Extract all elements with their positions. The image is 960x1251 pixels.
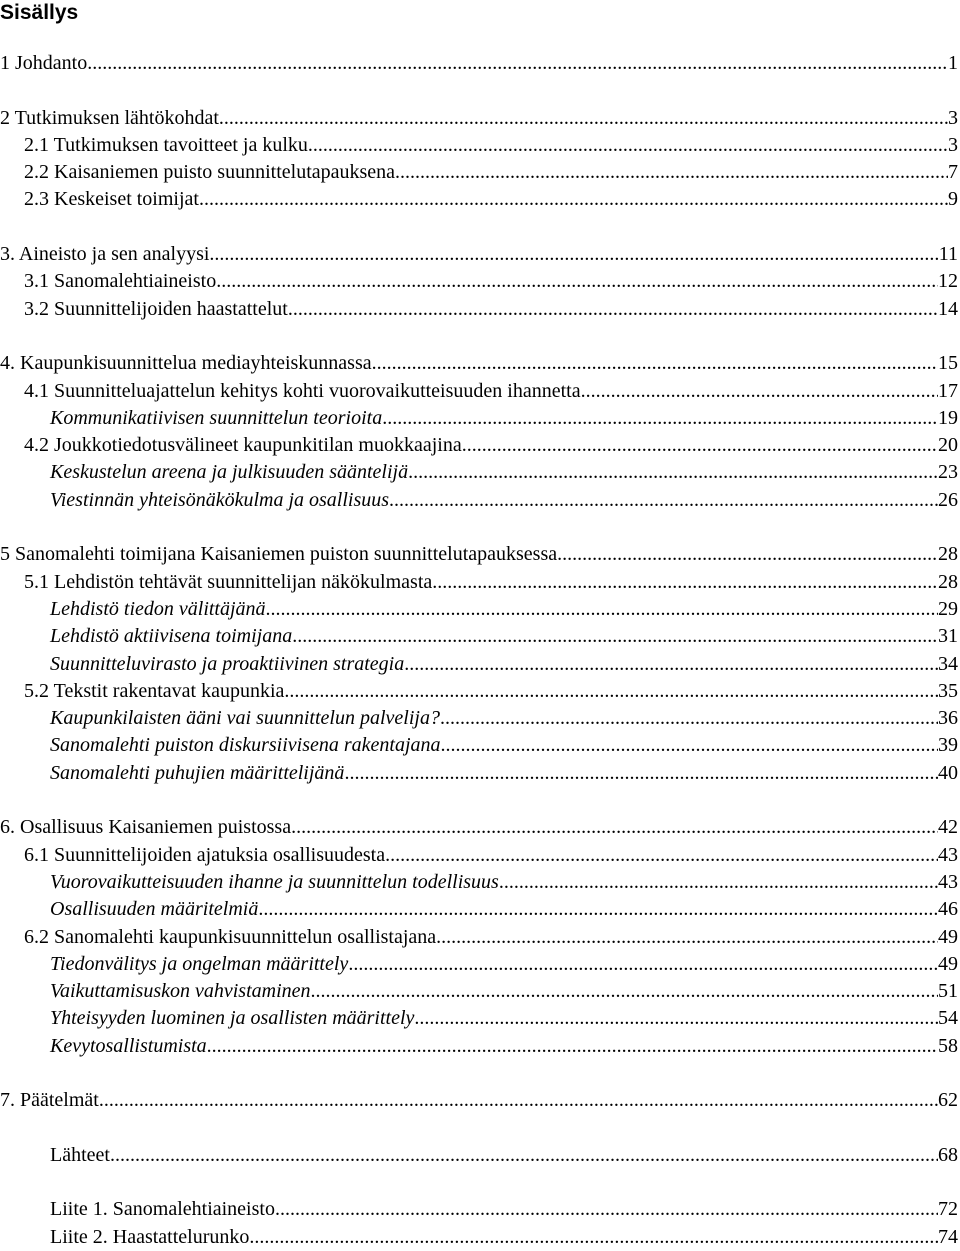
dot-leader: [99, 1087, 938, 1114]
toc-entry-title: 1 Johdanto: [0, 52, 88, 74]
toc-entry-page-number: 23: [938, 461, 958, 484]
toc-entry-page-number: 46: [938, 898, 958, 921]
toc-entry-page-number: 40: [938, 761, 958, 784]
toc-entry-page-number: 54: [938, 1007, 958, 1030]
table-of-contents: [0, 50, 958, 1251]
toc-entry-title: Tiedonvälitys ja ongelman määrittely: [50, 952, 349, 975]
toc-entry-title: 5.2 Tekstit rakentavat kaupunkia: [24, 679, 285, 702]
toc-entry[interactable]: [0, 760, 958, 787]
toc-entry-page-number: 68: [938, 1143, 958, 1166]
toc-entry-page-number: 12: [938, 270, 958, 293]
dot-leader: [581, 378, 938, 405]
dot-leader: [404, 651, 938, 678]
toc-entry-page-number: 28: [938, 543, 958, 566]
toc-entry-title: Suunnitteluvirasto ja proaktiivinen strategia: [50, 652, 405, 675]
toc-entry[interactable]: [0, 459, 958, 486]
toc-entry[interactable]: [0, 159, 958, 186]
dot-leader: [311, 978, 938, 1005]
toc-entry-page-number: 15: [938, 352, 958, 375]
dot-leader: [557, 541, 938, 568]
dot-leader: [382, 405, 938, 432]
toc-entry[interactable]: [0, 50, 958, 77]
dot-leader: [291, 814, 938, 841]
toc-entry[interactable]: [0, 350, 958, 377]
toc-entry[interactable]: [0, 405, 958, 432]
dot-leader: [209, 241, 938, 268]
toc-entry[interactable]: [0, 732, 958, 759]
toc-entry-page-number: 31: [938, 625, 958, 648]
toc-entry-page-number: 39: [938, 734, 958, 757]
toc-entry[interactable]: [0, 814, 958, 841]
toc-entry-title: Vaikuttamisuskon vahvistaminen: [50, 980, 311, 1003]
dot-leader: [87, 50, 948, 77]
toc-entry-title: 2 Tutkimuksen lähtökohdat: [0, 106, 219, 129]
toc-entry-page-number: 42: [938, 816, 958, 839]
toc-entry-title: 6.1 Suunnittelijoiden ajatuksia osallisuudesta: [24, 843, 386, 866]
dot-leader: [436, 924, 938, 951]
toc-entry-title: Lähteet: [50, 1143, 110, 1166]
toc-entry[interactable]: [0, 1224, 958, 1251]
toc-entry-title: Liite 1. Sanomalehtiaineisto: [50, 1198, 275, 1221]
toc-entry[interactable]: [0, 951, 958, 978]
toc-entry-title: Sanomalehti puhujien määrittelijänä: [50, 761, 345, 784]
toc-entry[interactable]: [0, 651, 958, 678]
toc-entry-title: Viestinnän yhteisönäkökulma ja osallisuus: [50, 488, 390, 511]
toc-entry-page-number: 1: [948, 52, 958, 74]
toc-entry[interactable]: [0, 1142, 958, 1169]
toc-entry[interactable]: [0, 1087, 958, 1114]
dot-leader: [372, 350, 938, 377]
toc-entry-title: Liite 2. Haastattelurunko: [50, 1225, 250, 1248]
dot-leader: [499, 869, 938, 896]
toc-entry-page-number: 14: [938, 297, 958, 320]
dot-leader: [292, 623, 938, 650]
toc-entry-title: 4.1 Suunnitteluajattelun kehitys kohti vuorovaikutteisuuden ihannetta: [24, 379, 581, 402]
toc-entry-title: Kommunikatiivisen suunnittelun teorioita: [50, 406, 383, 429]
dot-leader: [462, 432, 938, 459]
toc-entry[interactable]: [0, 378, 958, 405]
dot-leader: [395, 159, 948, 186]
toc-entry-page-number: 34: [938, 652, 958, 675]
toc-entry-page-number: 7: [948, 161, 958, 184]
toc-entry[interactable]: [0, 132, 958, 159]
toc-entry-page-number: 74: [938, 1225, 958, 1248]
toc-entry[interactable]: [0, 1033, 958, 1060]
dot-leader: [441, 732, 938, 759]
dot-leader: [432, 569, 938, 596]
toc-entry-page-number: 35: [938, 679, 958, 702]
dot-leader: [207, 1033, 938, 1060]
toc-entry-page-number: 29: [938, 597, 958, 620]
dot-leader: [249, 1224, 938, 1251]
toc-entry-page-number: 43: [938, 843, 958, 866]
toc-entry-title: 2.2 Kaisaniemen puisto suunnittelutapauksena: [24, 161, 396, 184]
toc-entry-title: Osallisuuden määritelmiä: [50, 898, 259, 921]
toc-entry[interactable]: [0, 296, 958, 323]
dot-leader: [288, 296, 938, 323]
dot-leader: [385, 842, 938, 869]
dot-leader: [219, 105, 948, 132]
toc-entry[interactable]: [0, 705, 958, 732]
toc-entry-title: Lehdistö aktiivisena toimijana: [50, 625, 293, 648]
toc-entry[interactable]: [0, 623, 958, 650]
toc-entry[interactable]: [0, 105, 958, 132]
page-title: Sisällys: [0, 1, 79, 24]
toc-entry-title: 5 Sanomalehti toimijana Kaisaniemen puiston suunnittelutapauksessa: [0, 543, 558, 566]
toc-entry-page-number: 28: [938, 570, 958, 593]
dot-leader: [266, 596, 938, 623]
toc-entry-page-number: 49: [938, 952, 958, 975]
dot-leader: [258, 896, 938, 923]
toc-entry-title: 2.1 Tutkimuksen tavoitteet ja kulku: [24, 133, 308, 156]
toc-entry[interactable]: [0, 268, 958, 295]
toc-entry-title: Kaupunkilaisten ääni vai suunnittelun palvelija?: [50, 707, 440, 730]
toc-entry-page-number: 36: [938, 707, 958, 730]
toc-entry-title: Lehdistö tiedon välittäjänä: [50, 597, 266, 620]
toc-entry-page-number: 49: [938, 925, 958, 948]
toc-entry[interactable]: [0, 596, 958, 623]
toc-entry[interactable]: [0, 896, 958, 923]
toc-entry-page-number: 19: [938, 406, 958, 429]
toc-entry-title: 7. Päätelmät: [0, 1089, 99, 1112]
toc-entry-page-number: 9: [948, 188, 958, 211]
toc-entry[interactable]: [0, 1005, 958, 1032]
toc-entry-page-number: 11: [938, 243, 958, 266]
toc-entry-title: 6. Osallisuus Kaisaniemen puistossa: [0, 816, 292, 839]
dot-leader: [308, 132, 948, 159]
dot-leader: [414, 1005, 938, 1032]
toc-entry-page-number: 26: [938, 488, 958, 511]
dot-leader: [389, 487, 938, 514]
dot-leader: [216, 268, 938, 295]
toc-entry-title: 5.1 Lehdistön tehtävät suunnittelijan näkökulmasta: [24, 570, 433, 593]
toc-entry[interactable]: [0, 487, 958, 514]
toc-entry-title: 6.2 Sanomalehti kaupunkisuunnittelun osallistajana: [24, 925, 437, 948]
dot-leader: [199, 186, 948, 213]
toc-entry-page-number: 58: [938, 1034, 958, 1057]
toc-entry-title: Vuorovaikutteisuuden ihanne ja suunnittelun todellisuus: [50, 870, 499, 893]
toc-entry[interactable]: [0, 241, 958, 268]
toc-entry-title: Sanomalehti puiston diskursiivisena rakentajana: [50, 734, 441, 757]
toc-entry-title: 3.2 Suunnittelijoiden haastattelut: [24, 297, 288, 320]
toc-entry[interactable]: [0, 924, 958, 951]
toc-entry-page-number: 51: [938, 980, 958, 1003]
dot-leader: [110, 1142, 938, 1169]
toc-entry-title: Yhteisyyden luominen ja osallisten määrittely: [50, 1007, 415, 1030]
dot-leader: [348, 951, 938, 978]
toc-entry-page-number: 3: [948, 106, 958, 129]
toc-entry[interactable]: [0, 541, 958, 568]
dot-leader: [284, 678, 938, 705]
toc-entry-page-number: 20: [938, 434, 958, 457]
toc-entry[interactable]: [0, 869, 958, 896]
toc-entry[interactable]: [0, 569, 958, 596]
toc-entry-page-number: 43: [938, 870, 958, 893]
dot-leader: [440, 705, 938, 732]
dot-leader: [408, 459, 938, 486]
dot-leader: [275, 1196, 938, 1223]
toc-entry[interactable]: [0, 678, 958, 705]
toc-entry-title: 4.2 Joukkotiedotusvälineet kaupunkitilan muokkaajina: [24, 434, 462, 457]
toc-entry-page-number: 17: [938, 379, 958, 402]
toc-entry[interactable]: [0, 186, 958, 213]
toc-entry-page-number: 72: [938, 1198, 958, 1221]
toc-entry[interactable]: [0, 978, 958, 1005]
toc-entry[interactable]: [0, 1196, 958, 1223]
toc-entry-page-number: 62: [938, 1089, 958, 1112]
toc-entry[interactable]: [0, 432, 958, 459]
toc-entry-title: 3.1 Sanomalehtiaineisto: [24, 270, 217, 293]
toc-entry[interactable]: [0, 842, 958, 869]
toc-entry-title: Keskustelun areena ja julkisuuden sääntelijä: [50, 461, 409, 484]
toc-entry-page-number: 3: [948, 133, 958, 156]
toc-entry-title: 2.3 Keskeiset toimijat: [24, 188, 199, 211]
toc-entry-title: 4. Kaupunkisuunnittelua mediayhteiskunnassa: [0, 352, 372, 375]
dot-leader: [344, 760, 938, 787]
toc-entry-title: Kevytosallistumista: [50, 1034, 207, 1057]
toc-entry-title: 3. Aineisto ja sen analyysi: [0, 243, 210, 266]
